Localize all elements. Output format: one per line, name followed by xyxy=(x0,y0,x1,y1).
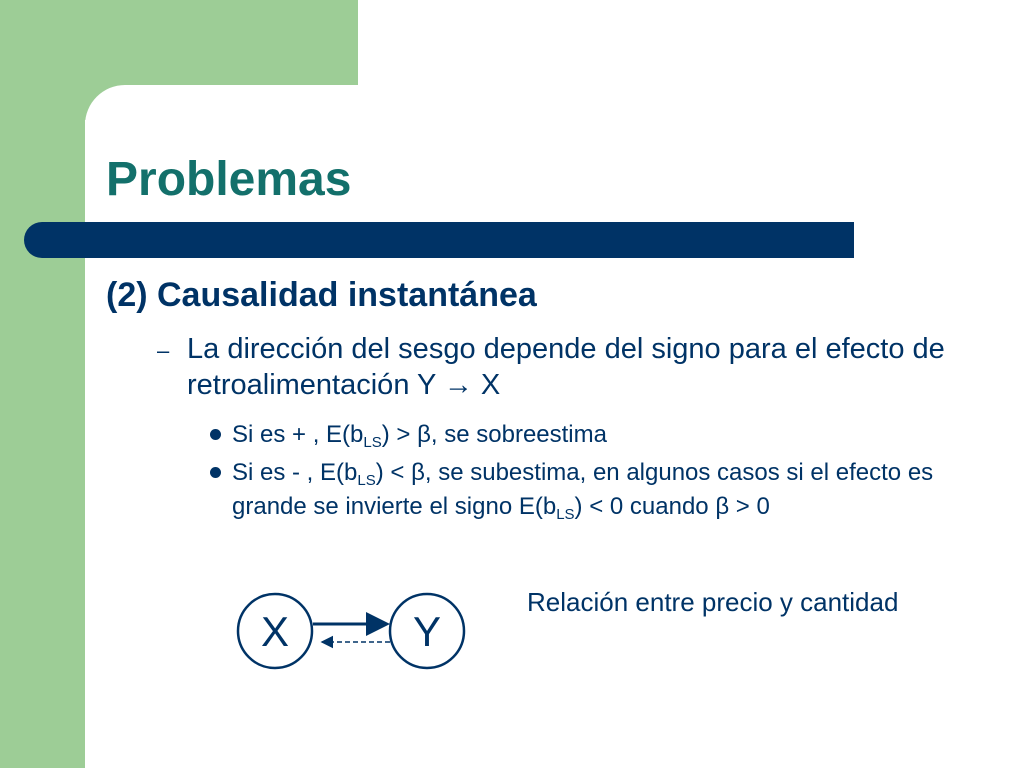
node-x-label: X xyxy=(260,608,290,655)
slide-title: Problemas xyxy=(106,153,352,206)
dash-marker: – xyxy=(157,338,170,363)
bullet-item-2: Si es - , $E(b_{LS}) < \beta$, se subestima, en algunos casos si el efecto es grande se invierte el signo $E(b_{LS}) < 0$ cuando β > 0 xyxy=(232,459,934,523)
node-y-label: Y xyxy=(412,608,442,655)
section-heading: (2) Causalidad instantánea xyxy=(106,276,537,314)
bullet-item-1: Si es + , $E(b_{LS}) > \beta$, se sobreestima xyxy=(232,421,607,451)
diagram-caption: Relación entre precio y cantidad xyxy=(527,587,899,617)
title-underline-bar xyxy=(24,222,854,258)
bullet-dot xyxy=(210,429,221,440)
feedback-diagram xyxy=(230,590,480,680)
main-point: La dirección del sesgo depende del signo para el efecto de retroalimentación Y → X xyxy=(187,333,945,401)
bullet-dot xyxy=(210,467,221,478)
